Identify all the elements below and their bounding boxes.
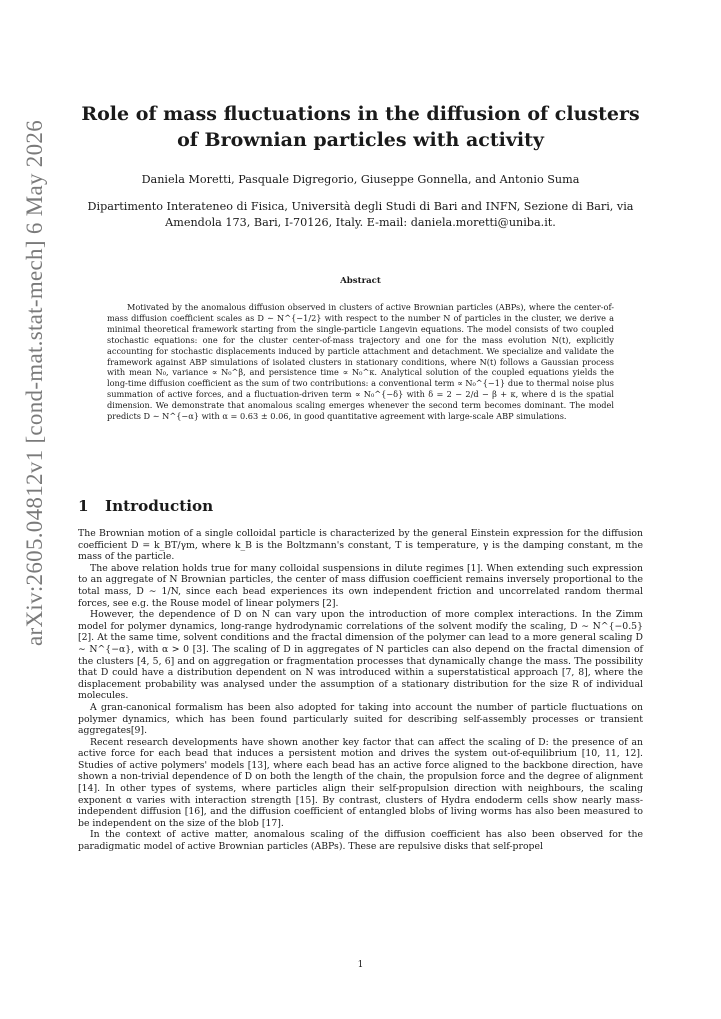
page-number: 1 [357, 960, 364, 970]
section-title: Introduction [105, 497, 214, 515]
section-body [78, 528, 643, 853]
paper-title: Role of mass fluctuations in the diffusion of clusters of Brownian particles with activity [81, 103, 640, 151]
paragraph: A gran-canonical formalism has been also adopted for taking into account the number of particle fluctuations on polymer dynamics, which has been found particularly suited for describing self-assembly processes or transient aggregates[9]. [78, 701, 643, 737]
abstract-text: Motivated by the anomalous diffusion observed in clusters of active Brownian particles (ABPs), where the center-of-mass diffusion coefficient scales as D ∼ N^{−1/2} with respect to the number N of particles in the cluster, we derive a minimal theoretical framework starting from the single-particle Langevin equations. The model consists of two coupled stochastic equations: one for the cluster center-of-mass trajectory and one for the mass evolution N(t), explicitly accounting for stochastic displacements induced by particle attachment and detachment. We specialize and validate the framework against ABP simulations of isolated clusters in stationary conditions, where N(t) follows a Gaussian process with mean N₀, variance ∝ N₀^β, and persistence time ∝ N₀^κ. Analytical solution of the coupled equations yields the long-time diffusion coefficient as the sum of two contributions: a conventional term ∝ N₀^{−1} due to thermal noise plus summation of active forces, and a fluctuation-driven term ∝ N₀^{−δ} with δ = 2 − 2/d − β + κ, where d is the spatial dimension. We demonstrate that anomalous scaling emerges whenever the second term becomes dominant. The model predicts D ∼ N^{−α} with α = 0.63 ± 0.06, in good quantitative agreement with large-scale ABP simulations. [107, 302, 614, 422]
paragraph: Recent research developments have shown another key factor that can affect the scaling of D: the presence of an active force for each bead that induces a persistent motion and drives the system out-of-equilibrium [10, 11, 12]. Studies of active polymers' models [13], where each bead has an active force aligned to the backbone direction, have shown a non-trivial dependence of D on both the length of the chain, the propulsion force and the degree of alignment [14]. In other types of systems, where particles align their self-propulsion direction with neighbours, the scaling exponent α varies with interaction strength [15]. By contrast, clusters of Hydra endoderm cells show nearly mass-independent diffusion [16], and the diffusion coefficient of entangled blobs of living worms has also been measured to be independent on the size of the blob [17]. [78, 736, 643, 829]
author-list: Daniela Moretti, Pasquale Digregorio, Giuseppe Gonnella, and Antonio Suma [141, 173, 580, 186]
abstract-heading: Abstract [340, 276, 381, 286]
paragraph: However, the dependence of D on N can vary upon the introduction of more complex interactions. In the Zimm model for polymer dynamics, long-range hydrodynamic correlations of the solvent modify the scaling, D ∼ N^{−0.5}[2]. At the same time, solvent conditions and the fractal dimension of the polymer can lead to a more general scaling D ∼ N^{−α}, with α > 0 [3]. The scaling of D in aggregates of N particles can also depend on the fractal dimension of the clusters [4, 5, 6] and on aggregation or fragmentation processes that dynamically change the mass. The possibility that D could have a distribution dependent on N was introduced within a superstatistical approach [7, 8], where the displacement probability was analysed under the assumption of a stationary distribution for the size R of individual molecules. [78, 609, 643, 702]
affiliation: Dipartimento Interateneo di Fisica, Università degli Studi di Bari and INFN, Sezione di Bari, via Amendola 173, Bari, I-70126, Italy. E-mail: daniela.moretti@uniba.it. [87, 200, 634, 229]
paragraph: The above relation holds true for many colloidal suspensions in dilute regimes [1]. When extending such expression to an aggregate of N Brownian particles, the center of mass diffusion coefficient remains inversely proportional to the total mass, D ∼ 1/N, since each bead experiences its own independent friction and uncorrelated random thermal forces, see e.g. the Rouse model of linear polymers [2]. [78, 562, 643, 609]
section-number: 1 [78, 497, 89, 515]
arxiv-identifier: arXiv:2605.04812v1 [cond-mat.stat-mech] 6 May 2026 [22, 120, 47, 646]
section-heading [78, 497, 213, 515]
paragraph: In the context of active matter, anomalous scaling of the diffusion coefficient has also been observed for the paradigmatic model of active Brownian particles (ABPs). These are repulsive disks that self-propel [78, 829, 643, 853]
paragraph: The Brownian motion of a single colloidal particle is characterized by the general Einstein expression for the diffusion coefficient D = k_BT/γm, where k_B is the Boltzmann's constant, T is temperature, γ is the damping constant, m the mass of the particle. [78, 528, 643, 563]
